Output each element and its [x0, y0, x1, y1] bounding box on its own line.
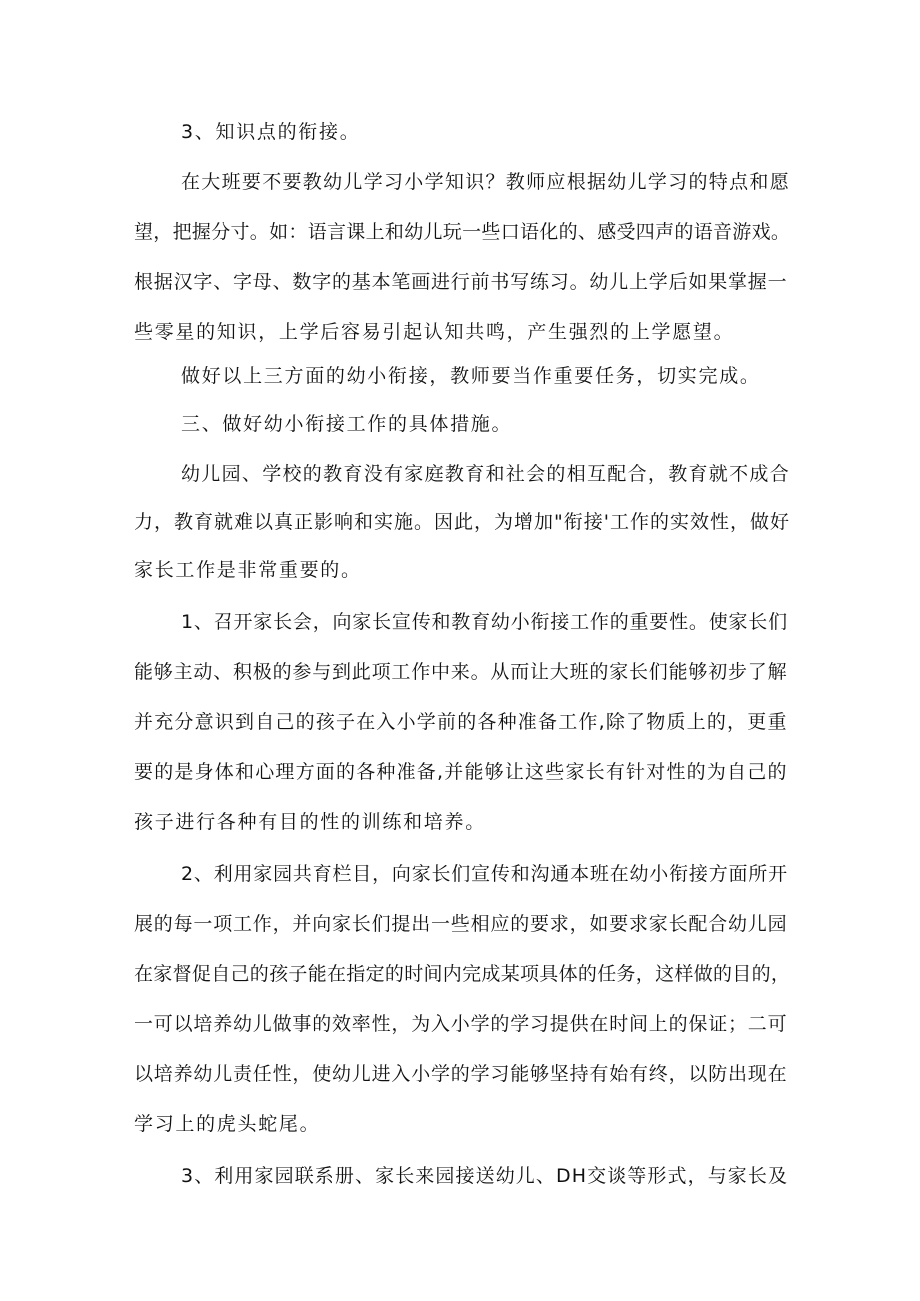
paragraph-line: 在家督促自己的孩子能在指定的时间内完成某项具体的任务，这样做的目的，	[134, 963, 791, 985]
paragraph-line: 3、利用家园联系册、家长来园接送幼儿、DH交谈等形式，与家长及	[181, 1165, 789, 1187]
paragraph-line: 2、利用家园共育栏目，向家长们宣传和沟通本班在幼小衔接方面所开	[181, 863, 788, 885]
paragraph-line: 1、召开家长会，向家长宣传和教育幼小衔接工作的重要性。使家长们	[181, 611, 788, 633]
section-heading-3-measures: 三、做好幼小衔接工作的具体措施。	[181, 413, 513, 435]
paragraph-line: 根据汉字、字母、数字的基本笔画进行前书写练习。幼儿上学后如果掌握一	[134, 271, 788, 293]
paragraph-line: 要的是身体和心理方面的各种准备,并能够让这些家长有针对性的为自己的	[134, 761, 788, 783]
paragraph-line: 些零星的知识，上学后容易引起认知共鸣，产生强烈的上学愿望。	[134, 321, 735, 343]
paragraph-line: 展的每一项工作，并向家长们提出一些相应的要求，如要求家长配合幼儿园	[134, 913, 788, 935]
paragraph-line: 学习上的虎头蛇尾。	[134, 1113, 321, 1135]
paragraph-line: 一可以培养幼儿做事的效率性，为入小学的学习提供在时间上的保证；二可	[134, 1013, 788, 1035]
paragraph-line: 在大班要不要教幼儿学习小学知识？教师应根据幼儿学习的特点和愿	[181, 171, 791, 193]
paragraph-line: 做好以上三方面的幼小衔接，教师要当作重要任务，切实完成。	[181, 365, 761, 387]
paragraph-line: 家长工作是非常重要的。	[134, 559, 362, 581]
paragraph-line: 望，把握分寸。如：语言课上和幼儿玩一些口语化的、感受四声的语音游戏。	[134, 221, 791, 243]
paragraph-line: 能够主动、积极的参与到此项工作中来。从而让大班的家长们能够初步了解	[134, 661, 788, 683]
paragraph-line: 力，教育就难以真正影响和实施。因此，为增加"衔接'工作的实效性，做好	[134, 511, 790, 533]
paragraph-line: 孩子进行各种有目的性的训练和培养。	[134, 811, 486, 833]
paragraph-line: 以培养幼儿责任性，使幼儿进入小学的学习能够坚持有始有终，以防出现在	[134, 1063, 788, 1085]
paragraph-line: 并充分意识到自己的孩子在入小学前的各种准备工作,除了物质上的，更重	[134, 711, 788, 733]
paragraph-line: 幼儿园、学校的教育没有家庭教育和社会的相互配合，教育就不成合	[181, 463, 791, 485]
section-heading-3: 3、知识点的衔接。	[181, 121, 361, 143]
